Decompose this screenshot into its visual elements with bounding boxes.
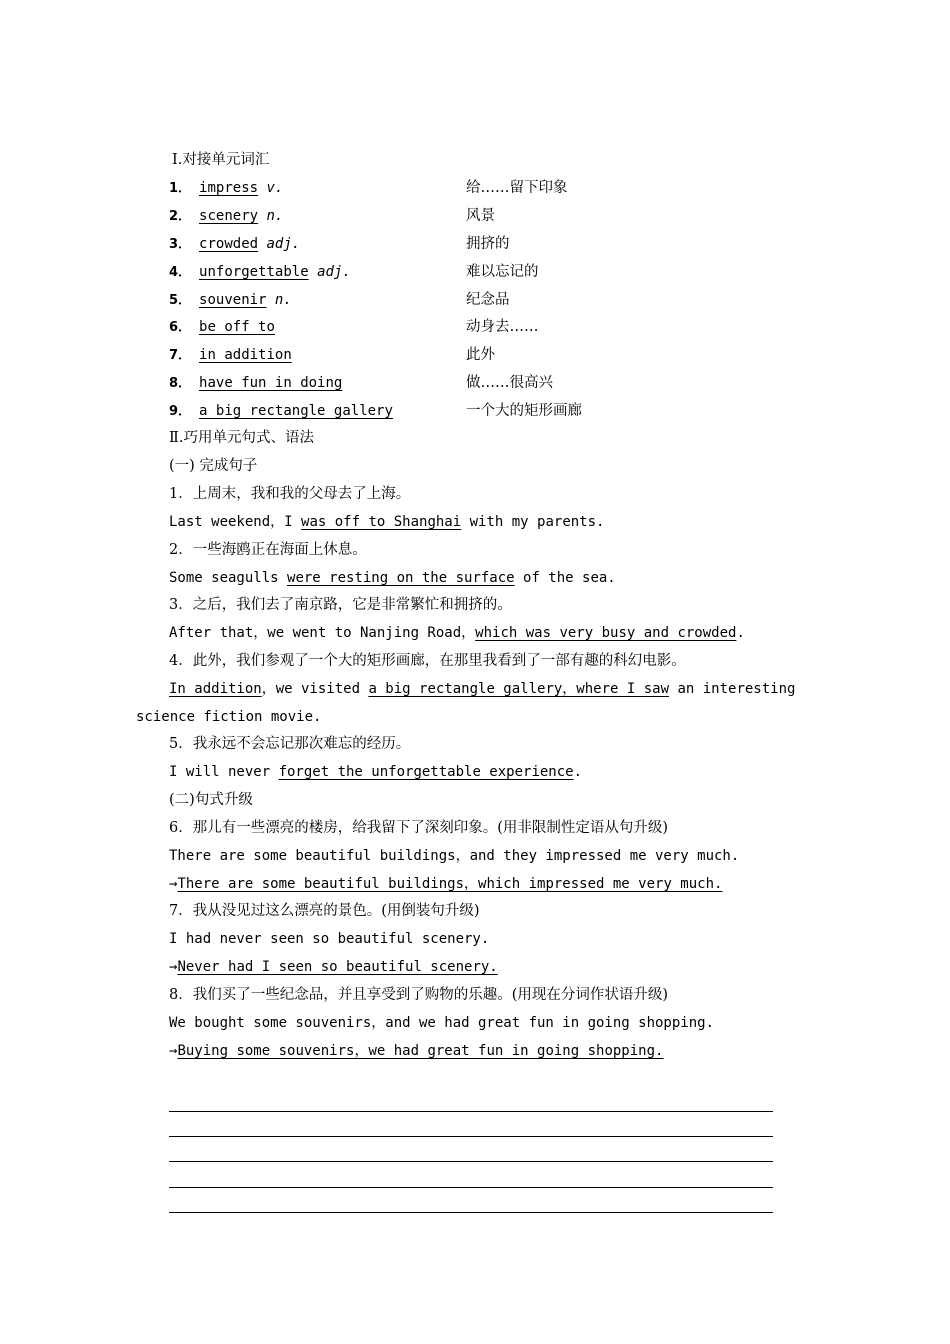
vocab-word: scenery — [199, 208, 259, 224]
q4-chinese: 4．此外，我们参观了一个大的矩形画廊，在那里我看到了一部有趣的科幻电影。 — [169, 653, 686, 669]
vocab-number: 6． — [169, 320, 192, 335]
q6-chinese: 6．那儿有一些漂亮的楼房，给我留下了深刻印象。(用非限制性定语从句升级) — [169, 820, 669, 836]
q4-continuation: science fiction movie. — [136, 709, 322, 725]
vocab-word: unforgettable — [199, 264, 309, 280]
q5-post: . — [573, 764, 583, 780]
q7-answer: Never had I seen so beautiful scenery. — [177, 959, 498, 975]
vocab-number: 3． — [169, 237, 192, 252]
q3-answer: which was very busy and crowded — [475, 625, 737, 641]
writing-line — [169, 1136, 773, 1137]
q1-post: with my parents. — [461, 514, 605, 530]
vocab-number: 9． — [169, 404, 192, 419]
q2-pre: Some seagulls — [169, 570, 288, 586]
vocab-item — [169, 345, 292, 365]
q7-upgraded — [169, 957, 498, 977]
q4-english — [169, 679, 795, 699]
q5-pre: I will never — [169, 764, 279, 780]
writing-line — [169, 1161, 773, 1162]
vocab-meaning: 难以忘记的 — [466, 264, 539, 280]
vocab-pos: adj. — [317, 264, 351, 280]
q2-english — [169, 568, 616, 588]
vocab-meaning: 此外 — [466, 347, 495, 363]
vocab-meaning: 拥挤的 — [466, 236, 510, 252]
q7-chinese: 7．我从没见过这么漂亮的景色。(用倒装句升级) — [169, 903, 480, 919]
vocab-item — [169, 290, 292, 310]
vocab-meaning: 纪念品 — [466, 292, 510, 308]
vocab-number: 5． — [169, 293, 192, 308]
vocab-meaning: 动身去…… — [466, 319, 539, 335]
section2-heading: Ⅱ.巧用单元句式、语法 — [169, 430, 314, 446]
vocab-item — [169, 317, 275, 337]
q3-post: . — [736, 625, 745, 641]
vocab-meaning: 风景 — [466, 208, 495, 224]
q8-answer: Buying some souvenirs，we had great fun in going shopping. — [177, 1043, 664, 1059]
q2-post: of the sea. — [514, 570, 616, 586]
q8-chinese: 8．我们买了一些纪念品，并且享受到了购物的乐趣。(用现在分词作状语升级) — [169, 987, 669, 1003]
q1-english — [169, 512, 604, 532]
q7-original: I had never seen so beautiful scenery. — [169, 931, 490, 947]
vocab-word: a big rectangle gallery — [199, 403, 393, 419]
q8-original: We bought some souvenirs，and we had great fun in going shopping. — [169, 1015, 715, 1031]
q5-answer: forget the unforgettable experience — [278, 764, 574, 780]
writing-line — [169, 1111, 773, 1112]
vocab-pos: adj. — [266, 236, 301, 252]
vocab-number: 1． — [169, 181, 192, 196]
vocab-pos: v. — [266, 180, 284, 196]
q2-answer: were resting on the surface — [287, 570, 515, 586]
vocab-item — [169, 401, 393, 421]
section1-heading: Ⅰ.对接单元词汇 — [172, 152, 270, 168]
q1-answer: was off to Shanghai — [301, 514, 462, 530]
q4-answer-2: a big rectangle gallery，where I saw — [368, 681, 670, 697]
q6-upgraded — [169, 874, 722, 894]
q5-english — [169, 762, 582, 782]
vocab-number: 4． — [169, 265, 192, 280]
vocab-pos: n. — [274, 292, 292, 308]
vocab-word: be off to — [199, 319, 275, 335]
q2-chinese: 2．一些海鸥正在海面上休息。 — [169, 542, 367, 558]
vocab-word: souvenir — [199, 292, 267, 308]
arrow-icon: → — [169, 1043, 178, 1059]
vocab-number: 7． — [169, 348, 192, 363]
vocab-meaning: 一个大的矩形画廊 — [466, 403, 582, 419]
q4-post: an interesting — [669, 681, 796, 697]
vocab-word: have fun in doing — [199, 375, 343, 391]
vocab-word: impress — [199, 180, 259, 196]
q1-pre: Last weekend，I — [169, 514, 302, 530]
vocab-item — [169, 262, 351, 282]
vocab-meaning: 做……很高兴 — [466, 375, 553, 391]
vocab-word: in addition — [199, 347, 292, 363]
vocab-item — [169, 373, 342, 393]
q4-answer-1: In addition — [169, 681, 262, 697]
q5-chinese: 5．我永远不会忘记那次难忘的经历。 — [169, 736, 411, 752]
part2-heading: (二)句式升级 — [169, 792, 253, 808]
vocab-number: 2． — [169, 209, 192, 224]
q3-english — [169, 623, 745, 643]
arrow-icon: → — [169, 959, 178, 975]
q3-pre: After that，we went to Nanjing Road， — [169, 625, 476, 641]
q8-upgraded — [169, 1041, 663, 1061]
q4-mid: ，we visited — [261, 681, 369, 697]
vocab-item — [169, 234, 300, 254]
q1-chinese: 1．上周末，我和我的父母去了上海。 — [169, 486, 411, 502]
vocab-meaning: 给……留下印象 — [466, 180, 568, 196]
q3-chinese: 3．之后，我们去了南京路，它是非常繁忙和拥挤的。 — [169, 597, 512, 613]
vocab-word: crowded — [199, 236, 259, 252]
writing-line — [169, 1187, 773, 1188]
vocab-item — [169, 178, 283, 198]
arrow-icon: → — [169, 876, 178, 892]
vocab-pos: n. — [266, 208, 284, 224]
q6-original: There are some beautiful buildings，and they impressed me very much. — [169, 848, 740, 864]
writing-line — [169, 1212, 773, 1213]
q6-answer: There are some beautiful buildings，which impressed me very much. — [177, 876, 723, 892]
part1-heading: (一) 完成句子 — [169, 458, 258, 474]
vocab-item — [169, 206, 283, 226]
vocab-number: 8． — [169, 376, 192, 391]
